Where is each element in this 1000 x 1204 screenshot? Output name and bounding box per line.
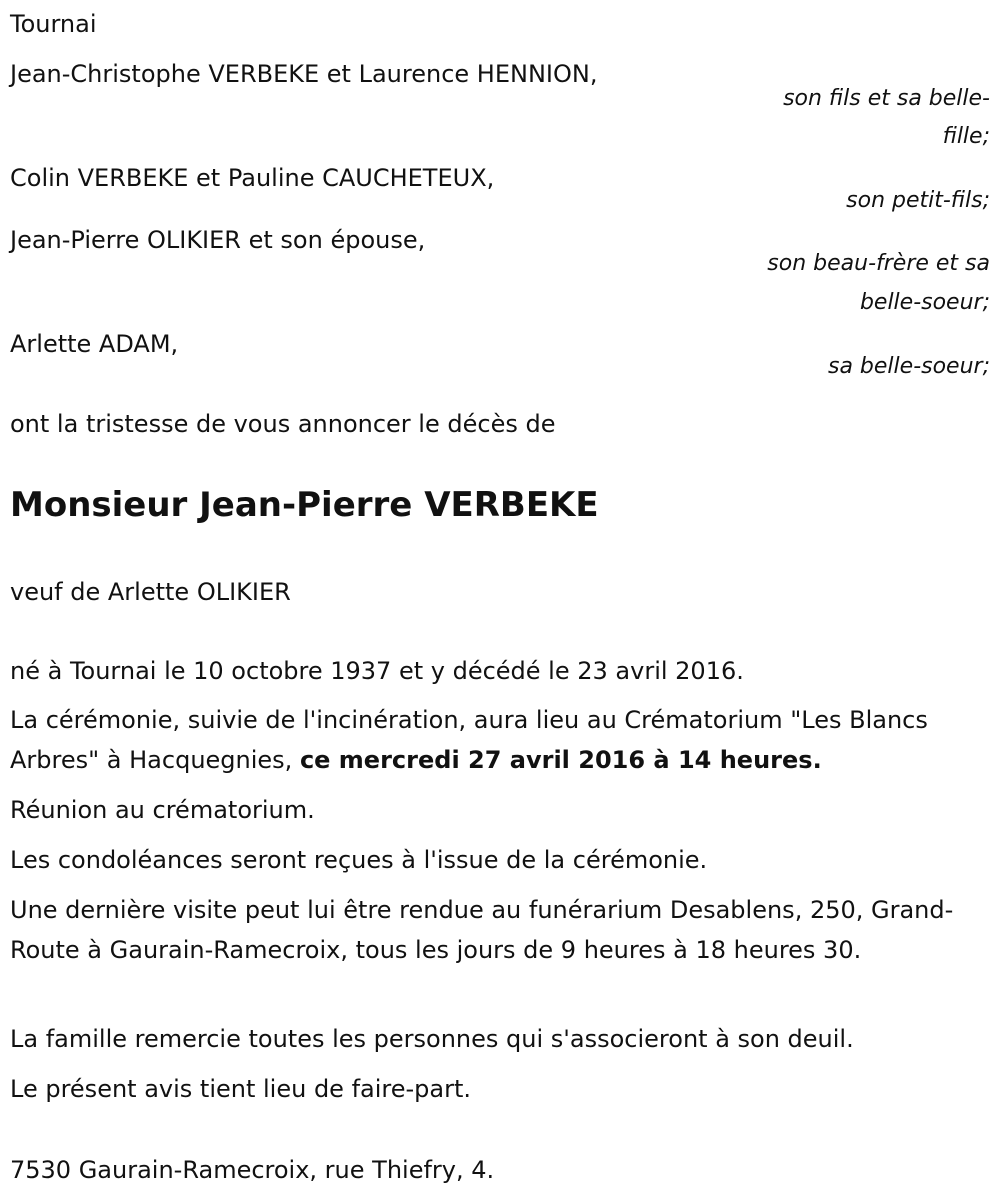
- birth-death: né à Tournai le 10 octobre 1937 et y décédé le 23 avril 2016.: [10, 657, 744, 685]
- ceremony-text: La cérémonie, suivie de l'incinération, aura lieu au Crématorium "Les Blancs Arbres" à Hacquegnies,: [10, 706, 928, 774]
- family-relation-4a: sa belle-soeur;: [828, 354, 990, 379]
- address-line: 7530 Gaurain-Ramecroix, rue Thiefry, 4.: [10, 1156, 495, 1184]
- family-relation-3a: son beau-frère et sa: [767, 251, 990, 276]
- family-name-4: Arlette ADAM,: [10, 330, 179, 358]
- family-name-2: Colin VERBEKE et Pauline CAUCHETEUX,: [10, 164, 495, 192]
- family-relation-3b: belle-soeur;: [859, 290, 990, 315]
- visit-paragraph: Une dernière visite peut lui être rendue au funérarium Desablens, 250, Grand-Route à Gaurain-Ramecroix, tous les jours de 9 heures à 18 heures 30.: [10, 896, 954, 964]
- family-relation-1b: fille;: [942, 124, 990, 149]
- family-relation-1a: son fils et sa belle-: [783, 86, 990, 111]
- family-name-1: Jean-Christophe VERBEKE et Laurence HENNION,: [10, 60, 598, 88]
- deceased-name: Monsieur Jean-Pierre VERBEKE: [10, 485, 599, 525]
- thanks-line: La famille remercie toutes les personnes qui s'associeront à son deuil.: [10, 1025, 854, 1053]
- ceremony-paragraph: [10, 700, 990, 780]
- family-relation-2a: son petit-fils;: [846, 188, 990, 213]
- meeting-line: Réunion au crématorium.: [10, 796, 315, 824]
- city-line: Tournai: [10, 10, 97, 38]
- ceremony-date: ce mercredi 27 avril 2016 à 14 heures.: [299, 746, 822, 774]
- announcement: ont la tristesse de vous annoncer le décès de: [10, 410, 556, 438]
- notice-line: Le présent avis tient lieu de faire-part.: [10, 1075, 472, 1103]
- widow-of: veuf de Arlette OLIKIER: [10, 578, 291, 606]
- family-name-3: Jean-Pierre OLIKIER et son épouse,: [10, 226, 426, 254]
- condolences-line: Les condoléances seront reçues à l'issue de la cérémonie.: [10, 846, 708, 874]
